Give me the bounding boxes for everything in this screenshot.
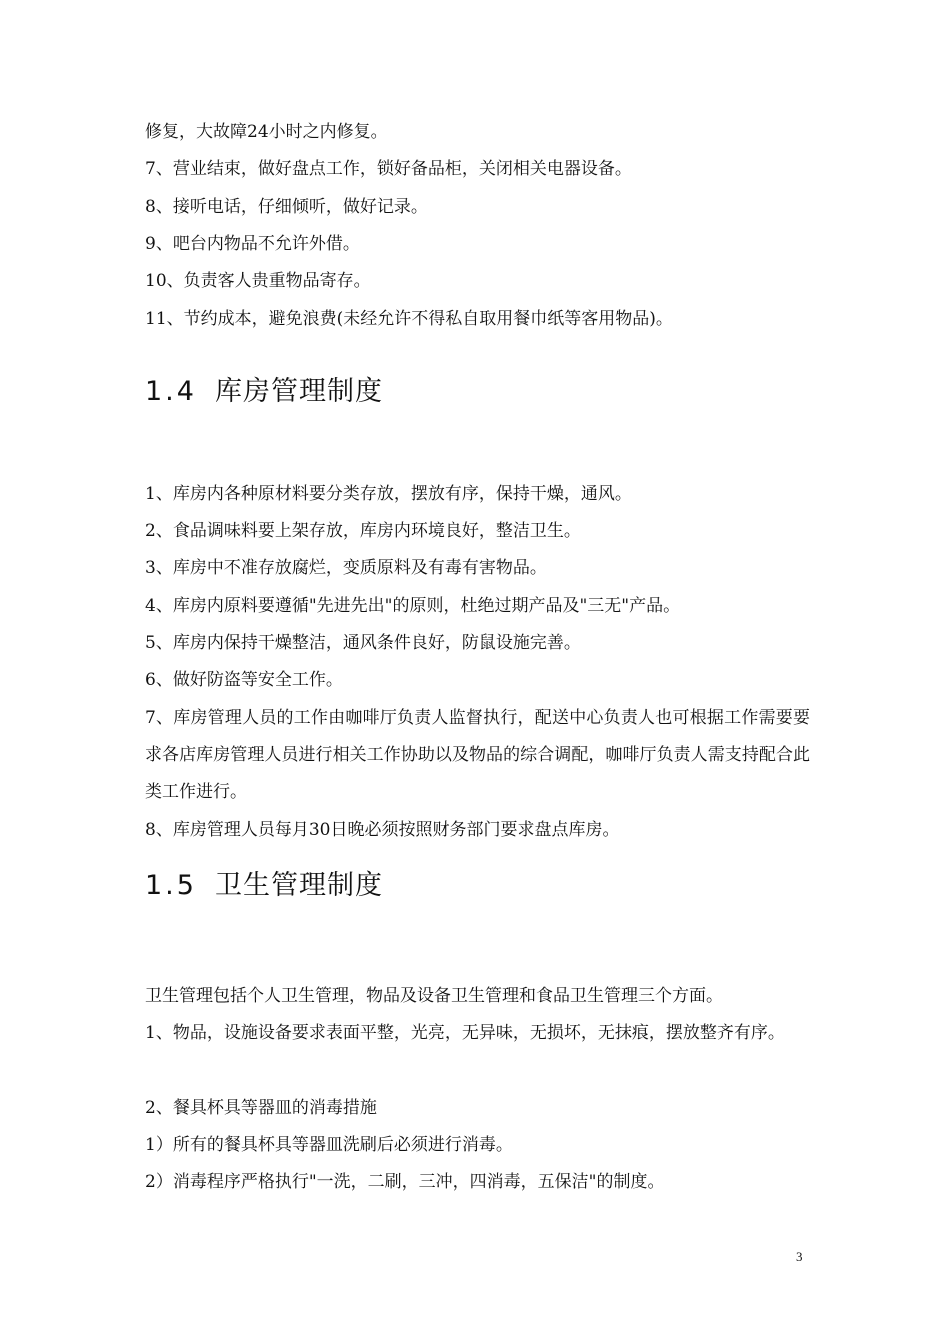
page-number: 3 bbox=[796, 1249, 803, 1264]
list-item: 修复，大故障24小时之内修复。 bbox=[145, 122, 388, 142]
list-item: 5、库房内保持干燥整洁，通风条件良好，防鼠设施完善。 bbox=[145, 633, 581, 653]
list-item: 1）所有的餐具杯具等器皿洗刷后必须进行消毒。 bbox=[145, 1135, 513, 1155]
section-number: 1.4 bbox=[145, 376, 197, 407]
section-number: 1.5 bbox=[145, 870, 197, 901]
list-item: 1、物品，设施设备要求表面平整，光亮，无异味，无损坏，无抹痕，摆放整齐有序。 bbox=[145, 1023, 785, 1043]
section-title: 库房管理制度 bbox=[214, 376, 383, 407]
list-item: 11、节约成本，避免浪费(未经允许不得私自取用餐巾纸等客用物品)。 bbox=[145, 309, 673, 329]
section-title: 卫生管理制度 bbox=[214, 870, 383, 901]
list-item: 3、库房中不准存放腐烂，变质原料及有毒有害物品。 bbox=[145, 558, 547, 578]
section-heading-1-5 bbox=[145, 866, 383, 906]
list-item: 9、吧台内物品不允许外借。 bbox=[145, 234, 360, 254]
list-item: 7、营业结束，做好盘点工作，锁好备品柜，关闭相关电器设备。 bbox=[145, 159, 632, 179]
list-item: 1、库房内各种原材料要分类存放，摆放有序，保持干燥，通风。 bbox=[145, 484, 632, 504]
list-item: 2、餐具杯具等器皿的消毒措施 bbox=[145, 1098, 377, 1118]
list-item: 8、库房管理人员每月30日晚必须按照财务部门要求盘点库房。 bbox=[145, 820, 620, 840]
list-item: 2）消毒程序严格执行"一洗，二刷，三冲，四消毒，五保洁"的制度。 bbox=[145, 1172, 665, 1192]
list-item: 2、食品调味料要上架存放，库房内环境良好，整洁卫生。 bbox=[145, 521, 581, 541]
list-item: 6、做好防盗等安全工作。 bbox=[145, 670, 343, 690]
list-item: 8、接听电话，仔细倾听，做好记录。 bbox=[145, 197, 428, 217]
intro-paragraph: 卫生管理包括个人卫生管理，物品及设备卫生管理和食品卫生管理三个方面。 bbox=[145, 986, 723, 1006]
list-item: 7、库房管理人员的工作由咖啡厅负责人监督执行，配送中心负责人也可根据工作需要要求各店库房管理人员进行相关工作协助以及物品的综合调配，咖啡厅负责人需支持配合此类工作进行。 bbox=[145, 708, 810, 802]
list-item: 10、负责客人贵重物品寄存。 bbox=[145, 271, 371, 291]
list-item: 4、库房内原料要遵循"先进先出"的原则，杜绝过期产品及"三无"产品。 bbox=[145, 596, 681, 616]
section-heading-1-4 bbox=[145, 372, 383, 412]
